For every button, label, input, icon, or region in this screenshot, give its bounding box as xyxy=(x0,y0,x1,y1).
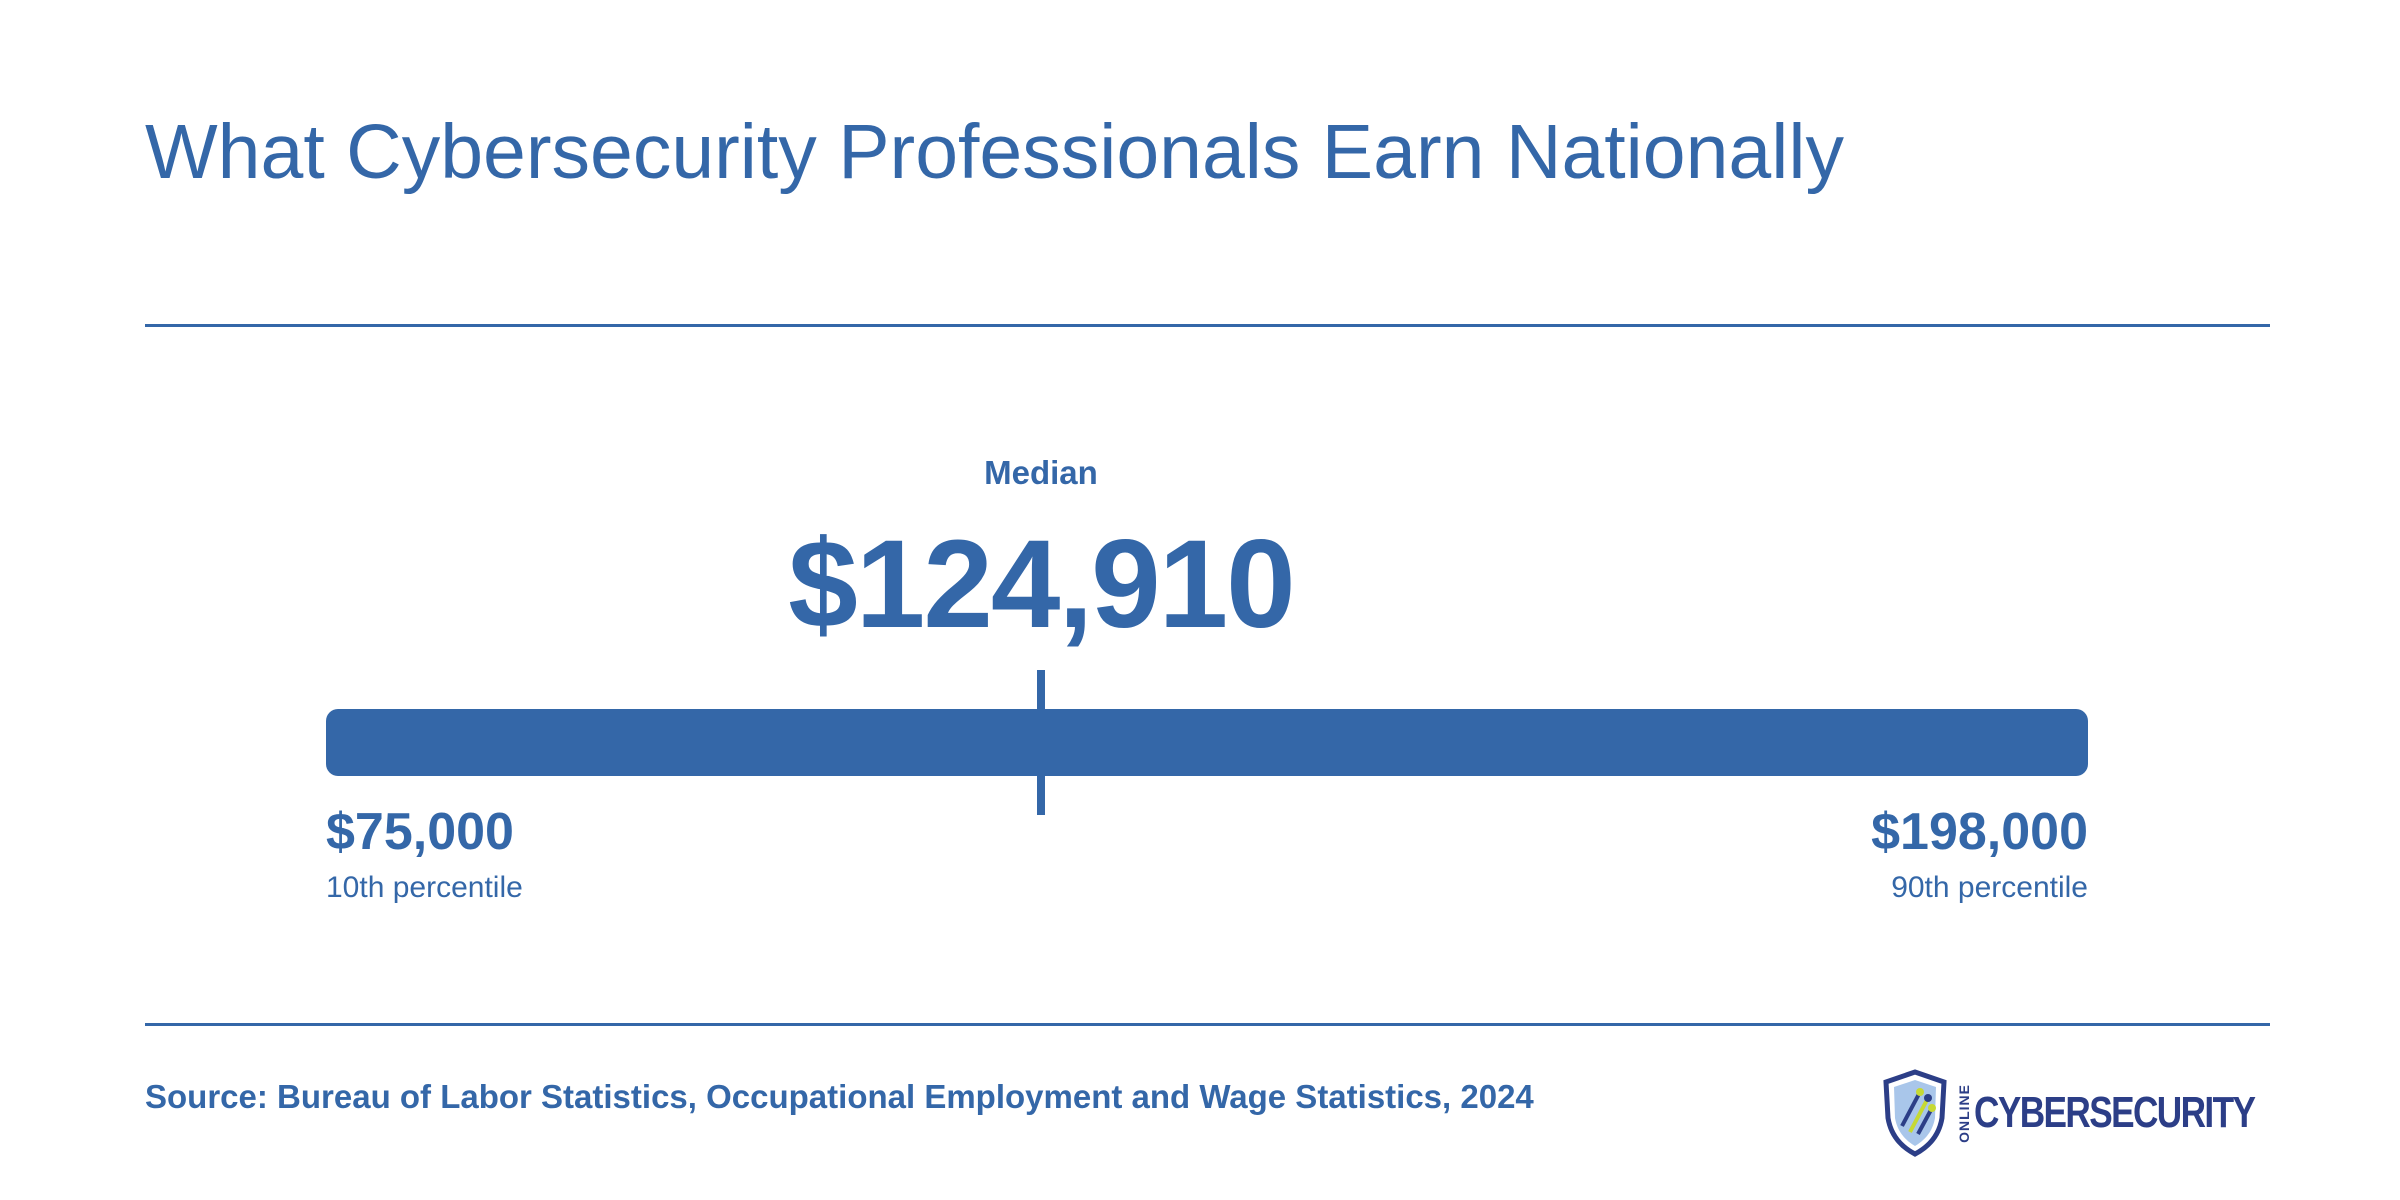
top-divider xyxy=(145,324,2270,327)
shield-circuit-icon xyxy=(1880,1068,1950,1158)
range-bar xyxy=(326,709,2088,776)
high-percentile-label: 90th percentile xyxy=(1891,871,2088,905)
low-value: $75,000 xyxy=(326,803,514,861)
logo-small-text: ONLINE xyxy=(1956,1083,1972,1143)
page-title: What Cybersecurity Professionals Earn Nationally xyxy=(145,109,1844,195)
logo-brand-text: CYBERSECURITY xyxy=(1974,1088,2255,1137)
high-end xyxy=(1871,804,2088,905)
bottom-divider xyxy=(145,1023,2270,1026)
low-end xyxy=(326,804,523,905)
brand-logo xyxy=(1880,1068,2260,1158)
high-value: $198,000 xyxy=(1871,803,2088,861)
low-percentile-label: 10th percentile xyxy=(326,871,523,905)
median-label: Median xyxy=(984,454,1098,491)
median-marker xyxy=(1037,670,1045,815)
source-note: Source: Bureau of Labor Statistics, Occupational Employment and Wage Statistics, 2024 xyxy=(145,1078,1534,1115)
median-value: $124,910 xyxy=(788,515,1294,654)
